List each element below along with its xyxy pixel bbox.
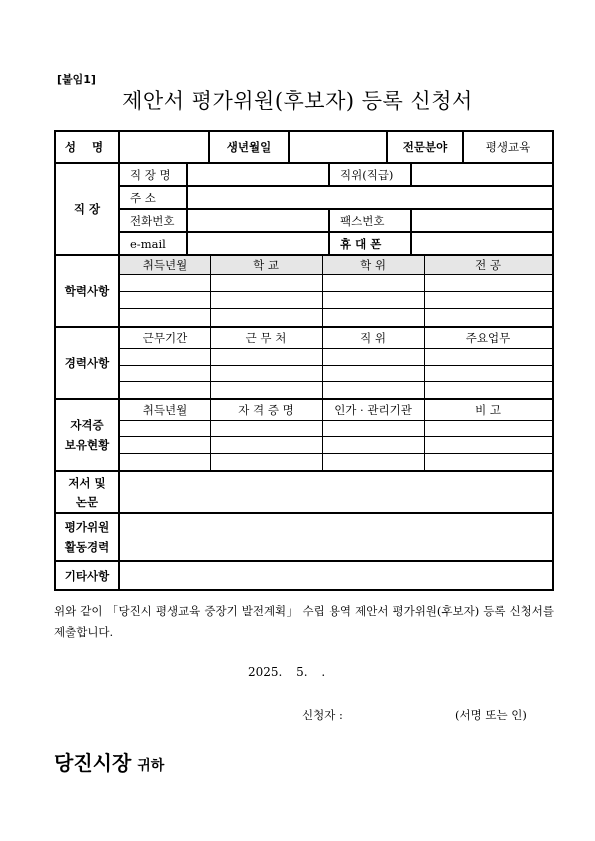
mobile-label: 휴 대 폰 xyxy=(329,232,411,255)
address-label: 주 소 xyxy=(119,186,187,209)
mobile-field[interactable] xyxy=(411,232,553,255)
submission-date: 2025. 5. . xyxy=(248,665,326,679)
certificates-section-label xyxy=(55,399,119,471)
publications-label-line1: 저서 및 xyxy=(68,475,106,490)
education-header-major: 전 공 xyxy=(475,258,501,272)
phone-field[interactable] xyxy=(187,209,329,232)
career-grid[interactable] xyxy=(119,327,553,399)
career-header-workplace: 근 무 처 xyxy=(245,331,287,345)
publications-label xyxy=(55,471,119,513)
fax-field[interactable] xyxy=(411,209,553,232)
evaluator-history-label xyxy=(55,513,119,561)
specialty-label: 전문분야 xyxy=(387,131,463,163)
name-label: 성 명 xyxy=(55,131,119,163)
education-section-label: 학력사항 xyxy=(55,255,119,327)
certificates-grid[interactable] xyxy=(119,399,553,471)
certificates-header-date: 취득년월 xyxy=(142,403,188,417)
phone-label: 전화번호 xyxy=(119,209,187,232)
career-header-duties: 주요업무 xyxy=(465,331,511,345)
publications-field[interactable] xyxy=(119,471,553,513)
email-label: e-mail xyxy=(119,232,187,255)
certificates-header-note: 비 고 xyxy=(475,403,501,417)
form-title: 제안서 평가위원(후보자) 등록 신청서 xyxy=(122,89,473,113)
registration-form xyxy=(54,130,554,591)
education-header-degree: 학 위 xyxy=(360,258,386,272)
workplace-name-field[interactable] xyxy=(187,163,329,186)
evaluator-history-label-line2: 활동경력 xyxy=(64,540,110,554)
address-field[interactable] xyxy=(187,186,553,209)
applicant-label: 신청자 : xyxy=(302,708,343,722)
workplace-name-label: 직 장 명 xyxy=(119,163,187,186)
evaluator-history-field[interactable] xyxy=(119,513,553,561)
birth-label: 생년월일 xyxy=(209,131,289,163)
education-header-school: 학 교 xyxy=(253,258,279,272)
recipient xyxy=(54,747,164,776)
attachment-label: [붙임1] xyxy=(57,73,96,86)
recipient-name: 당진시장 xyxy=(54,751,132,775)
other-label: 기타사항 xyxy=(55,561,119,590)
fax-label: 팩스번호 xyxy=(329,209,411,232)
certificates-label-line2: 보유현황 xyxy=(64,438,110,452)
name-field[interactable] xyxy=(119,131,209,163)
signature-note: (서명 또는 인) xyxy=(455,708,527,722)
certificates-label-line1: 자격증 xyxy=(70,418,104,432)
evaluator-history-label-line1: 평가위원 xyxy=(64,520,110,534)
publications-label-line2: 논문 xyxy=(75,494,99,509)
workplace-section-label: 직 장 xyxy=(55,163,119,255)
education-grid[interactable] xyxy=(119,255,553,327)
career-header-position: 직 위 xyxy=(360,331,386,345)
birth-field[interactable] xyxy=(289,131,387,163)
education-header-date: 취득년월 xyxy=(142,258,188,272)
specialty-value[interactable]: 평생교육 xyxy=(463,131,553,163)
workplace-position-field[interactable] xyxy=(411,163,553,186)
other-field[interactable] xyxy=(119,561,553,590)
certificates-header-issuer: 인가 · 관리기관 xyxy=(334,403,412,417)
email-field[interactable] xyxy=(187,232,329,255)
career-section-label: 경력사항 xyxy=(55,327,119,399)
workplace-position-label: 직위(직급) xyxy=(329,163,411,186)
recipient-suffix: 귀하 xyxy=(137,758,165,774)
certificates-header-name: 자 격 증 명 xyxy=(238,403,294,417)
career-header-period: 근무기간 xyxy=(142,331,188,345)
declaration-statement: 위와 같이 「당진시 평생교육 중장기 발전계획」 수립 용역 제안서 평가위원(후보자) 등록 신청서를 제출합니다. xyxy=(54,604,554,639)
